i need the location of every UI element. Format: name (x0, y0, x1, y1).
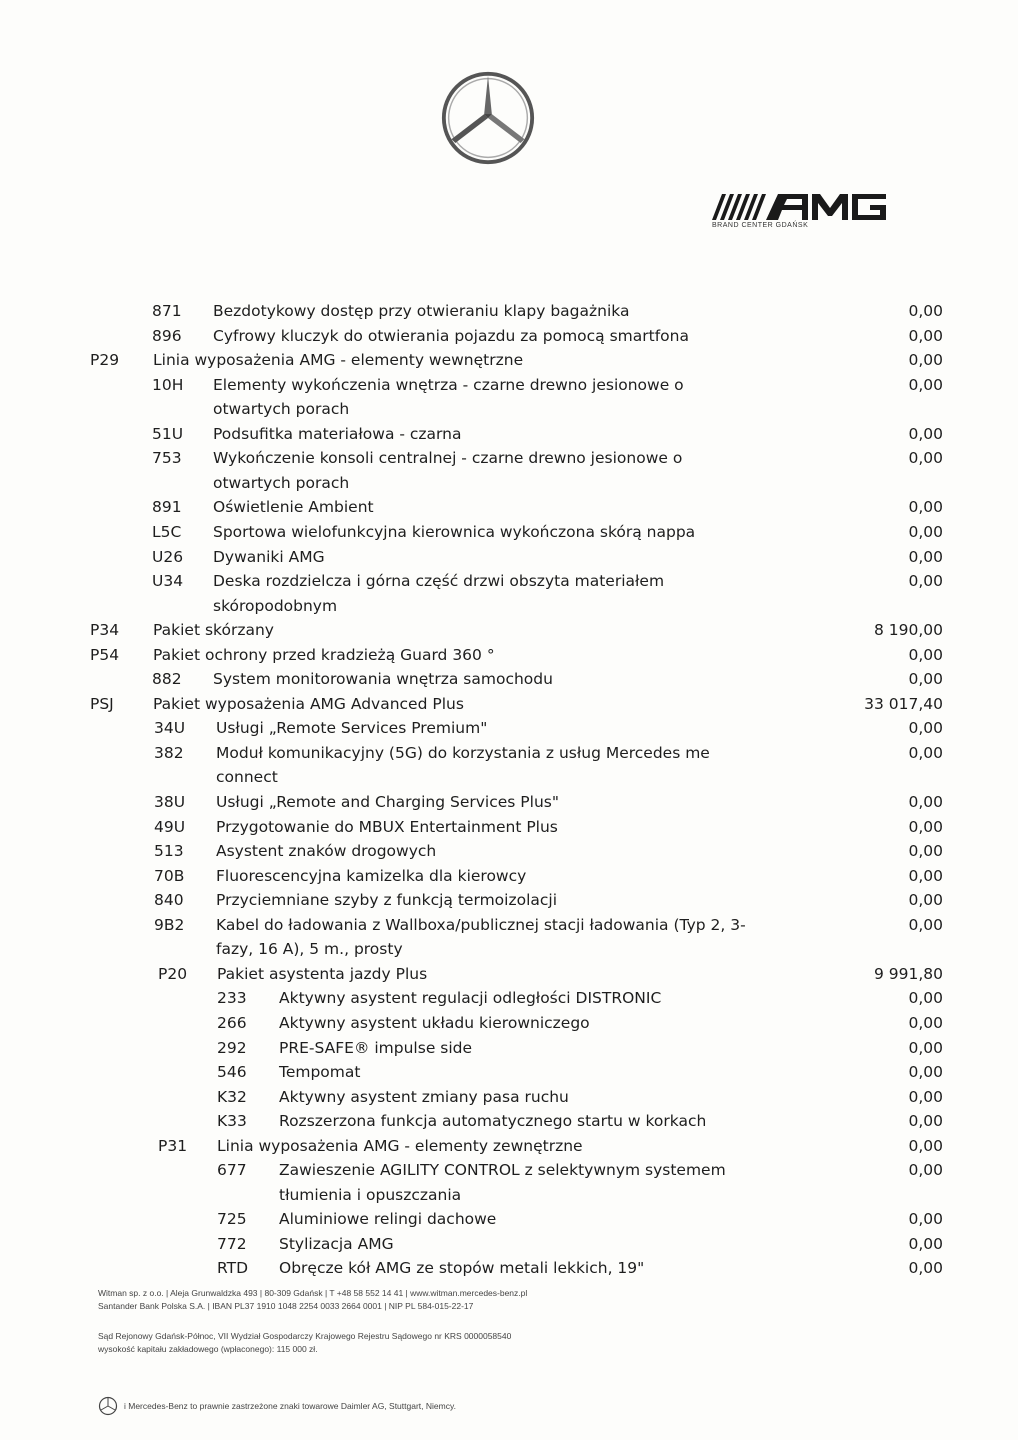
option-description: Sportowa wielofunkcyjna kierownica wykończona skórą nappa (213, 522, 696, 541)
option-code: 840 (154, 891, 184, 910)
option-price: 0,00 (908, 915, 943, 934)
option-code: 51U (152, 424, 184, 443)
option-price: 0,00 (908, 866, 943, 885)
sub-option-code: 725 (217, 1210, 247, 1229)
sub-option-code: RTD (217, 1259, 249, 1278)
footer-bank-line: Santander Bank Polska S.A. | IBAN PL37 1910 1048 2254 0033 2664 0001 | NIP PL 584-015-22-17 (98, 1301, 474, 1311)
option-description: Cyfrowy kluczyk do otwierania pojazdu za pomocą smartfona (213, 326, 689, 345)
amg-logo (708, 190, 888, 224)
option-code: 382 (154, 743, 184, 762)
option-price: 0,00 (908, 743, 943, 762)
option-price: 0,00 (908, 1259, 943, 1278)
option-description: Asystent znaków drogowych (216, 842, 437, 861)
sub-option-code: 266 (217, 1013, 247, 1032)
option-description: otwartych porach (213, 400, 350, 419)
option-price: 0,00 (908, 719, 943, 738)
sub-option-code: 292 (217, 1038, 247, 1057)
option-price: 33 017,40 (864, 694, 943, 713)
option-description: Aluminiowe relingi dachowe (279, 1210, 497, 1229)
package-code: P54 (90, 645, 120, 664)
option-description: Przygotowanie do MBUX Entertainment Plus (216, 817, 558, 836)
option-price: 0,00 (908, 375, 943, 394)
option-price: 0,00 (908, 1038, 943, 1057)
option-price: 0,00 (908, 351, 943, 370)
mercedes-star-small-icon (98, 1396, 118, 1416)
option-description: Dywaniki AMG (213, 547, 325, 566)
option-code: 34U (154, 719, 186, 738)
option-code: 513 (154, 842, 184, 861)
option-description: otwartych porach (213, 473, 350, 492)
option-price: 0,00 (908, 1234, 943, 1253)
footer-company-line: Witman sp. z o.o. | Aleja Grunwaldzka 493 | 80-309 Gdańsk | T +48 58 552 14 41 | www.witman.mercedes-benz.pl (98, 1288, 528, 1298)
option-description: Fluorescencyjna kamizelka dla kierowcy (216, 866, 527, 885)
option-code: U26 (152, 547, 184, 566)
option-description: PRE-SAFE® impulse side (279, 1038, 473, 1057)
option-description: skóropodobnym (213, 596, 338, 615)
option-price: 0,00 (908, 1161, 943, 1180)
option-price: 0,00 (908, 1112, 943, 1131)
option-code: 882 (152, 670, 182, 689)
option-price: 0,00 (908, 498, 943, 517)
sub-option-code: 772 (217, 1234, 247, 1253)
option-description: Pakiet wyposażenia AMG Advanced Plus (153, 694, 464, 713)
brand-subtitle: BRAND CENTER GDAŃSK (712, 222, 809, 229)
option-price: 0,00 (908, 424, 943, 443)
option-code: 753 (152, 449, 182, 468)
option-price: 0,00 (908, 670, 943, 689)
option-description: Rozszerzona funkcja automatycznego startu w korkach (279, 1112, 707, 1131)
option-code: 871 (152, 302, 182, 320)
option-price: 9 991,80 (873, 964, 943, 983)
option-code: P20 (158, 964, 188, 983)
option-price: 0,00 (908, 547, 943, 566)
option-code: 49U (154, 817, 186, 836)
option-description: Elementy wykończenia wnętrza - czarne drewno jesionowe o (213, 375, 684, 394)
option-code: 10H (152, 375, 184, 394)
option-price: 0,00 (908, 326, 943, 345)
sub-option-code: K33 (217, 1112, 247, 1131)
option-price: 0,00 (908, 645, 943, 664)
option-description: connect (216, 768, 278, 787)
option-description: Usługi „Remote Services Premium" (216, 719, 488, 738)
option-description: Moduł komunikacyjny (5G) do korzystania z usług Mercedes me (216, 743, 710, 762)
option-code: U34 (152, 572, 184, 591)
option-description: System monitorowania wnętrza samochodu (213, 670, 553, 689)
option-description: Aktywny asystent zmiany pasa ruchu (279, 1087, 569, 1106)
option-code: P31 (158, 1136, 188, 1155)
option-price: 0,00 (908, 793, 943, 811)
sub-option-code: 546 (217, 1063, 247, 1082)
option-code: 38U (154, 793, 186, 811)
option-price: 0,00 (908, 1136, 943, 1155)
option-description: Przyciemniane szyby z funkcją termoizolacji (216, 891, 558, 910)
option-code: 896 (152, 326, 182, 345)
option-price: 8 190,00 (873, 621, 943, 640)
option-description: Deska rozdzielcza i górna część drzwi obszyta materiałem (213, 572, 665, 591)
option-description: Bezdotykowy dostęp przy otwieraniu klapy bagażnika (213, 302, 630, 320)
option-price: 0,00 (908, 1210, 943, 1229)
option-code: 891 (152, 498, 182, 517)
option-price: 0,00 (908, 302, 943, 320)
option-description: Linia wyposażenia AMG - elementy wewnętrzne (153, 351, 524, 370)
option-price: 0,00 (908, 842, 943, 861)
option-description: tłumienia i opuszczania (279, 1185, 462, 1204)
option-description: Zawieszenie AGILITY CONTROL z selektywnym systemem (279, 1161, 726, 1180)
option-description: Tempomat (279, 1063, 361, 1082)
option-price: 0,00 (908, 449, 943, 468)
option-description: Obręcze kół AMG ze stopów metali lekkich, 19" (279, 1259, 645, 1278)
package-code: PSJ (90, 694, 114, 713)
option-description: Aktywny asystent układu kierowniczego (279, 1013, 590, 1032)
sub-option-code: 677 (217, 1161, 247, 1180)
sub-option-code: 233 (217, 989, 247, 1008)
option-code: 70B (154, 866, 185, 885)
option-description: Aktywny asystent regulacji odległości DISTRONIC (279, 989, 662, 1008)
option-description: Wykończenie konsoli centralnej - czarne drewno jesionowe o (213, 449, 683, 468)
option-price: 0,00 (908, 522, 943, 541)
package-code: P34 (90, 621, 120, 640)
option-price: 0,00 (908, 572, 943, 591)
footer-capital-line: wysokość kapitału zakładowego (wpłaconego): 115 000 zł. (98, 1344, 318, 1354)
option-description: Pakiet skórzany (153, 621, 274, 640)
option-price: 0,00 (908, 1087, 943, 1106)
option-description: fazy, 16 A), 5 m., prosty (216, 940, 403, 959)
option-description: Usługi „Remote and Charging Services Plus" (216, 793, 559, 811)
option-price: 0,00 (908, 1063, 943, 1082)
option-description: Stylizacja AMG (279, 1234, 394, 1253)
option-price: 0,00 (908, 989, 943, 1008)
sub-option-code: K32 (217, 1087, 247, 1106)
option-price: 0,00 (908, 1013, 943, 1032)
trademark-notice: i Mercedes-Benz to prawnie zastrzeżone znaki towarowe Daimler AG, Stuttgart, Niemcy. (124, 1401, 456, 1411)
option-description: Linia wyposażenia AMG - elementy zewnętrzne (217, 1136, 583, 1155)
option-description: Podsufitka materiałowa - czarna (213, 424, 462, 443)
option-description: Pakiet ochrony przed kradzieżą Guard 360 ° (153, 645, 495, 664)
option-description: Kabel do ładowania z Wallboxa/publicznej stacji ładowania (Typ 2, 3- (216, 915, 746, 934)
option-price: 0,00 (908, 891, 943, 910)
option-code: L5C (152, 522, 182, 541)
option-price: 0,00 (908, 817, 943, 836)
mercedes-star-icon (440, 70, 536, 166)
package-code: P29 (90, 351, 120, 370)
footer-court-line: Sąd Rejonowy Gdańsk-Północ, VII Wydział Gospodarczy Krajowego Rejestru Sądowego nr KRS 0000058540 (98, 1331, 512, 1341)
option-code: 9B2 (154, 915, 185, 934)
option-description: Oświetlenie Ambient (213, 498, 374, 517)
option-description: Pakiet asystenta jazdy Plus (217, 964, 428, 983)
